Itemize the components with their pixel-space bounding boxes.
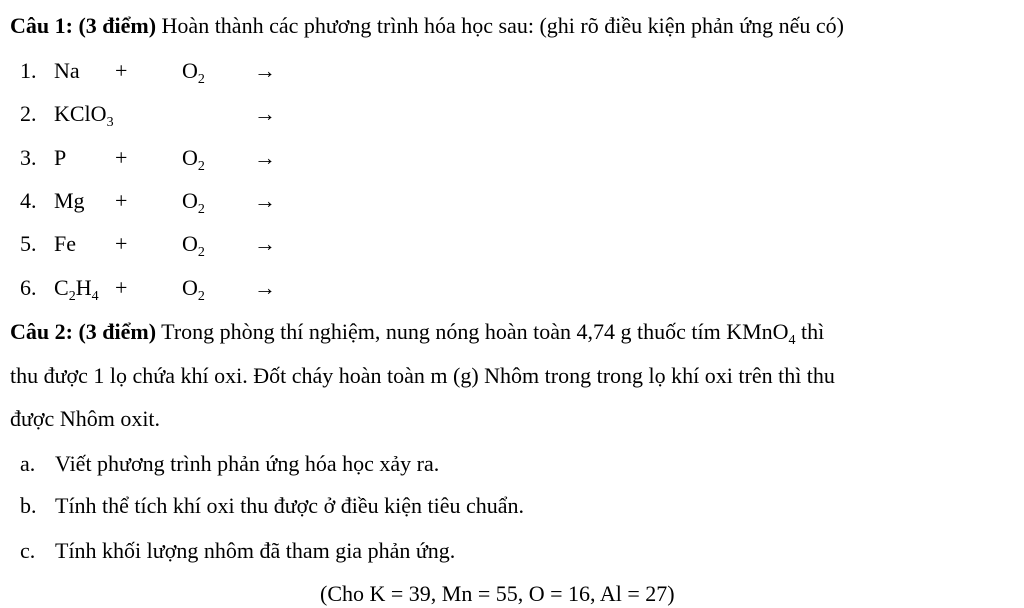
equation-reactant-2: $O_2$: [182, 145, 205, 174]
sub-question-text: Viết phương trình phản ứng hóa học xảy ra.: [55, 451, 440, 476]
given-atomic-masses: (Cho K = 39, Mn = 55, O = 16, Al = 27): [320, 581, 675, 606]
question-1-text: Hoàn thành các phương trình hóa học sau: (ghi rõ điều kiện phản ứng nếu có): [156, 13, 845, 38]
sub-question-letter: b.: [20, 493, 37, 518]
sub-question-text: Tính khối lượng nhôm đã tham gia phản ứng.: [55, 538, 456, 563]
equation-plus: +: [115, 275, 128, 300]
equation-reactant-2: $O_2$: [182, 188, 205, 217]
question-2-text-line: thu được 1 lọ chứa khí oxi. Đốt cháy hoàn toàn m (g) Nhôm trong trong lọ khí oxi trên thì thu: [10, 363, 835, 388]
question-1-header: [10, 12, 844, 40]
equation-arrow: →: [254, 101, 276, 126]
equation-reactant-2: $O_2$: [182, 231, 205, 260]
sub-question-letter: c.: [20, 538, 36, 563]
equation-plus: +: [115, 188, 128, 213]
question-1-label: Câu 1: (3 điểm): [10, 13, 157, 38]
equation-plus: +: [115, 231, 128, 256]
equation-reactant-1: Na: [54, 58, 80, 83]
equation-reactant-1: P: [54, 145, 67, 170]
sub-question-letter: a.: [20, 451, 36, 476]
equation-number: 2.: [20, 101, 37, 126]
equation-number: 5.: [20, 231, 37, 256]
equation-reactant-1: Mg: [54, 188, 85, 213]
question-2-text: Trong phòng thí nghiệm, nung nóng hoàn toàn 4,74 g thuốc tím KMnO$_4$ thì: [156, 319, 825, 348]
equation-arrow: →: [254, 145, 276, 170]
equation-arrow: →: [254, 275, 276, 300]
equation-reactant-1: Fe: [54, 231, 76, 256]
equation-number: 3.: [20, 145, 37, 170]
sub-question-text: Tính thể tích khí oxi thu được ở điều kiện tiêu chuẩn.: [55, 493, 524, 518]
equation-reactant-1: KClO$_3$: [54, 101, 114, 130]
equation-plus: +: [115, 58, 128, 83]
equation-reactant-1: $C_2H_4$: [54, 275, 99, 304]
equation-number: 4.: [20, 188, 37, 213]
equation-arrow: →: [254, 231, 276, 256]
equation-reactant-2: $O_2$: [182, 275, 205, 304]
question-2-header: [10, 318, 824, 346]
equation-number: 1.: [20, 58, 37, 83]
equation-number: 6.: [20, 275, 37, 300]
equation-arrow: →: [254, 188, 276, 213]
equation-plus: +: [115, 145, 128, 170]
equation-arrow: →: [254, 58, 276, 83]
question-2-label: Câu 2: (3 điểm): [10, 319, 157, 344]
question-2-text-line: được Nhôm oxit.: [10, 406, 161, 431]
equation-reactant-2: $O_2$: [182, 58, 205, 87]
